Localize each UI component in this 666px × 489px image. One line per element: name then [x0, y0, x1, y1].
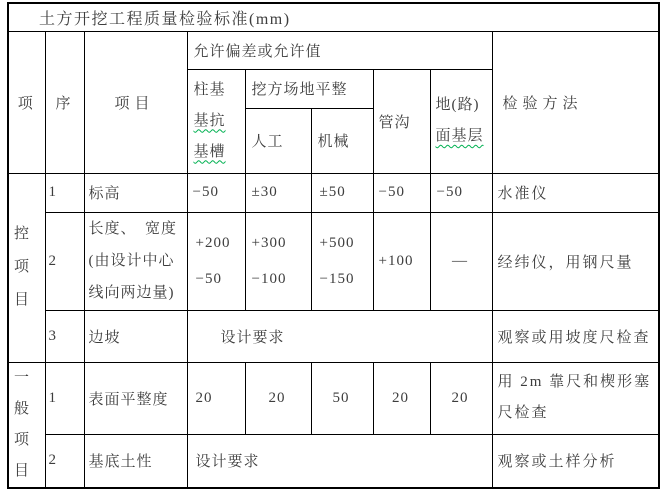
col-header-ground-base — [430, 69, 492, 173]
row4-value-machine: 50 — [311, 362, 373, 435]
section-general-char-2: 般 — [14, 400, 31, 417]
row3-method: 观察或用坡度尺检查 — [492, 310, 659, 362]
section-general-char-4: 目 — [14, 462, 31, 479]
table-title: 土方开挖工程质量检验标准(mm) — [8, 3, 659, 31]
section-control-char-3: 目 — [14, 292, 31, 308]
col-header-site-leveling: 挖方场地平整 — [245, 69, 373, 108]
row2-value-pile — [187, 212, 245, 310]
row2-machine-plus: +500 — [319, 235, 355, 251]
row1-value-pipe: −50 — [373, 173, 430, 212]
row5-design-requirement: 设计要求 — [187, 435, 492, 488]
row2-method: 经纬仪，用钢尺量 — [492, 212, 659, 310]
row1-value-pile: −50 — [187, 173, 245, 212]
row2-pile-minus: −50 — [195, 271, 222, 287]
section-control-char-2: 项 — [14, 259, 31, 275]
col-header-pile-foundation — [187, 69, 245, 173]
pile-foundation-line-3: 基槽 — [193, 143, 226, 160]
row1-value-machine: ±50 — [311, 173, 373, 212]
row5-method: 观察或土样分析 — [492, 435, 659, 488]
section-control-items — [8, 173, 45, 362]
row5-project: 基底土性 — [84, 435, 187, 488]
row2-seq: 2 — [45, 212, 84, 310]
row1-value-ground: −50 — [430, 173, 492, 212]
section-general-items — [8, 362, 45, 488]
col-header-manual: 人工 — [245, 108, 311, 173]
row2-project — [84, 212, 187, 310]
col-header-seq: 序 — [45, 31, 84, 173]
row4-project: 表面平整度 — [84, 362, 187, 435]
col-header-machine: 机械 — [311, 108, 373, 173]
row5-seq: 2 — [45, 435, 84, 488]
row1-method: 水准仪 — [492, 173, 659, 212]
section-general-char-3: 项 — [14, 431, 31, 448]
row2-value-ground: — — [430, 212, 492, 310]
row1-value-manual: ±30 — [245, 173, 311, 212]
row4-value-pile: 20 — [187, 362, 245, 435]
row2-value-pipe: +100 — [373, 212, 430, 310]
row2-machine-minus: −150 — [319, 271, 355, 287]
row4-method-line-2: 尺检查 — [497, 405, 549, 422]
row4-value-manual: 20 — [245, 362, 311, 435]
row2-manual-plus: +300 — [251, 235, 287, 251]
row4-method-line-1: 用 2m 靠尺和楔形塞 — [497, 374, 652, 391]
ground-base-line-2: 面基层 — [435, 128, 484, 144]
row2-value-manual — [245, 212, 311, 310]
col-header-method: 检验方法 — [492, 31, 659, 173]
col-header-item: 项 — [8, 31, 45, 173]
row4-method — [492, 362, 659, 435]
row2-value-machine — [311, 212, 373, 310]
row4-seq: 1 — [45, 362, 84, 435]
row2-project-line-1: 长度、 宽度 — [88, 221, 178, 237]
row4-value-ground: 20 — [430, 362, 492, 435]
section-control-char-1: 控 — [14, 226, 31, 242]
row3-seq: 3 — [45, 310, 84, 362]
col-header-project: 项目 — [84, 31, 187, 173]
row3-design-requirement: 设计要求 — [187, 310, 492, 362]
section-general-char-1: 一 — [14, 369, 31, 386]
row2-project-line-2: (由设计中心 — [88, 253, 175, 269]
row1-project: 标高 — [84, 173, 187, 212]
pile-foundation-line-2: 基抗 — [193, 112, 226, 129]
col-header-pipe-trench: 管沟 — [373, 69, 430, 173]
row2-pile-plus: +200 — [195, 235, 231, 251]
row2-project-line-3: 线向两边量) — [88, 285, 175, 301]
row3-project: 边坡 — [84, 310, 187, 362]
row4-value-pipe: 20 — [373, 362, 430, 435]
quality-standard-table — [7, 2, 660, 489]
row1-seq: 1 — [45, 173, 84, 212]
col-header-allowed-value: 允许偏差或允许值 — [187, 31, 492, 69]
pile-foundation-line-1: 柱基 — [193, 81, 226, 98]
row2-manual-minus: −100 — [251, 271, 287, 287]
ground-base-line-1: 地(路) — [435, 97, 480, 113]
